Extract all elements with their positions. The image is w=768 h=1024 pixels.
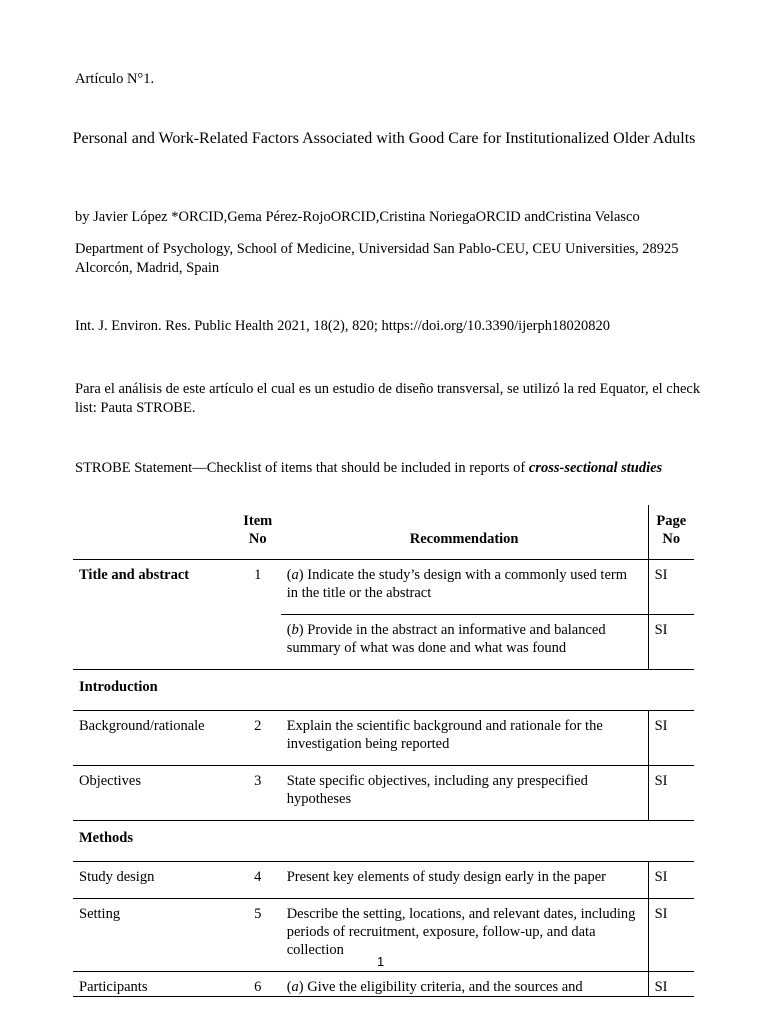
recommendation-text: Indicate the study’s design with a commonly used term in the title or the abstract (286, 566, 627, 601)
recommendation-cell: (a) Give the eligibility criteria, and the sources and (281, 971, 648, 996)
item-number: 4 (235, 861, 281, 898)
recommendation-cell: (a) Indicate the study’s design with a commonly used term in the title or the abstract (281, 559, 648, 614)
item-number: 6 (235, 971, 281, 996)
table-row (73, 971, 694, 996)
topic-cell: Setting (73, 898, 235, 971)
recommendation-text: Provide in the abstract an informative and balanced summary of what was done and what was found (286, 621, 606, 656)
strobe-caption-prefix: STROBE Statement—Checklist of items that should be included in reports of (75, 460, 529, 476)
topic-cell: Participants (73, 971, 235, 996)
topic-cell: Study design (73, 861, 235, 898)
item-number: 1 (235, 559, 281, 669)
section-title-abstract: Title and abstract (73, 559, 235, 669)
item-number: 5 (235, 898, 281, 971)
page-cell: SI (648, 765, 694, 820)
header-recommendation: Recommendation (281, 505, 648, 559)
page-cell: SI (648, 898, 694, 971)
article-label: Artículo N°1. (75, 71, 155, 87)
header-topic (73, 505, 235, 559)
recommendation-cell: Describe the setting, locations, and relevant dates, including periods of recruitment, exposure, follow-up, and data collection (281, 898, 648, 971)
section-row (73, 820, 694, 861)
strobe-checklist-table (73, 505, 694, 997)
page-cell: SI (648, 559, 694, 614)
sub-letter: a (291, 566, 299, 583)
affiliation: Department of Psychology, School of Medicine, Universidad San Pablo-CEU, CEU Universities, 28925 Alcorcón, Madrid, Spain (75, 241, 679, 276)
header-page-no: Page No (648, 505, 694, 559)
strobe-caption-emphasis: cross-sectional studies (528, 460, 663, 476)
authors-line: by Javier López *ORCID,Gema Pérez-RojoORCID,Cristina NoriegaORCID andCristina Velasco (75, 209, 640, 225)
page-cell: SI (648, 861, 694, 898)
recommendation-cell: Present key elements of study design early in the paper (281, 861, 648, 898)
page-cell: SI (648, 614, 694, 669)
recommendation-cell: Explain the scientific background and rationale for the investigation being reported (281, 710, 648, 765)
strobe-caption (75, 459, 715, 478)
item-number: 2 (235, 710, 281, 765)
section-methods: Methods (73, 820, 694, 861)
table-row (73, 559, 694, 614)
topic-cell: Background/rationale (73, 710, 235, 765)
page-cell: SI (648, 710, 694, 765)
table-row (73, 710, 694, 765)
recommendation-cell: State specific objectives, including any prespecified hypotheses (281, 765, 648, 820)
header-item-no: Item No (235, 505, 281, 559)
page-cell: SI (648, 971, 694, 996)
table-row (73, 765, 694, 820)
table-header-row (73, 505, 694, 559)
intro-paragraph: Para el análisis de este artículo el cual es un estudio de diseño transversal, se utilizó la red Equator, el check list: Pauta STROBE. (75, 381, 701, 416)
sub-letter: b (291, 621, 299, 638)
topic-cell: Objectives (73, 765, 235, 820)
section-introduction: Introduction (73, 669, 694, 710)
table-row (73, 861, 694, 898)
item-number: 3 (235, 765, 281, 820)
paper-title: Personal and Work-Related Factors Associated with Good Care for Institutionalized Older Adults (72, 130, 696, 147)
section-row (73, 669, 694, 710)
recommendation-text: Give the eligibility criteria, and the sources and (303, 978, 583, 995)
page-number: 1 (377, 954, 385, 969)
sub-letter: a (291, 978, 299, 995)
citation: Int. J. Environ. Res. Public Health 2021, 18(2), 820; https://doi.org/10.3390/ijerph18020820 (75, 318, 610, 334)
recommendation-cell: (b) Provide in the abstract an informative and balanced summary of what was done and what was found (281, 614, 648, 669)
